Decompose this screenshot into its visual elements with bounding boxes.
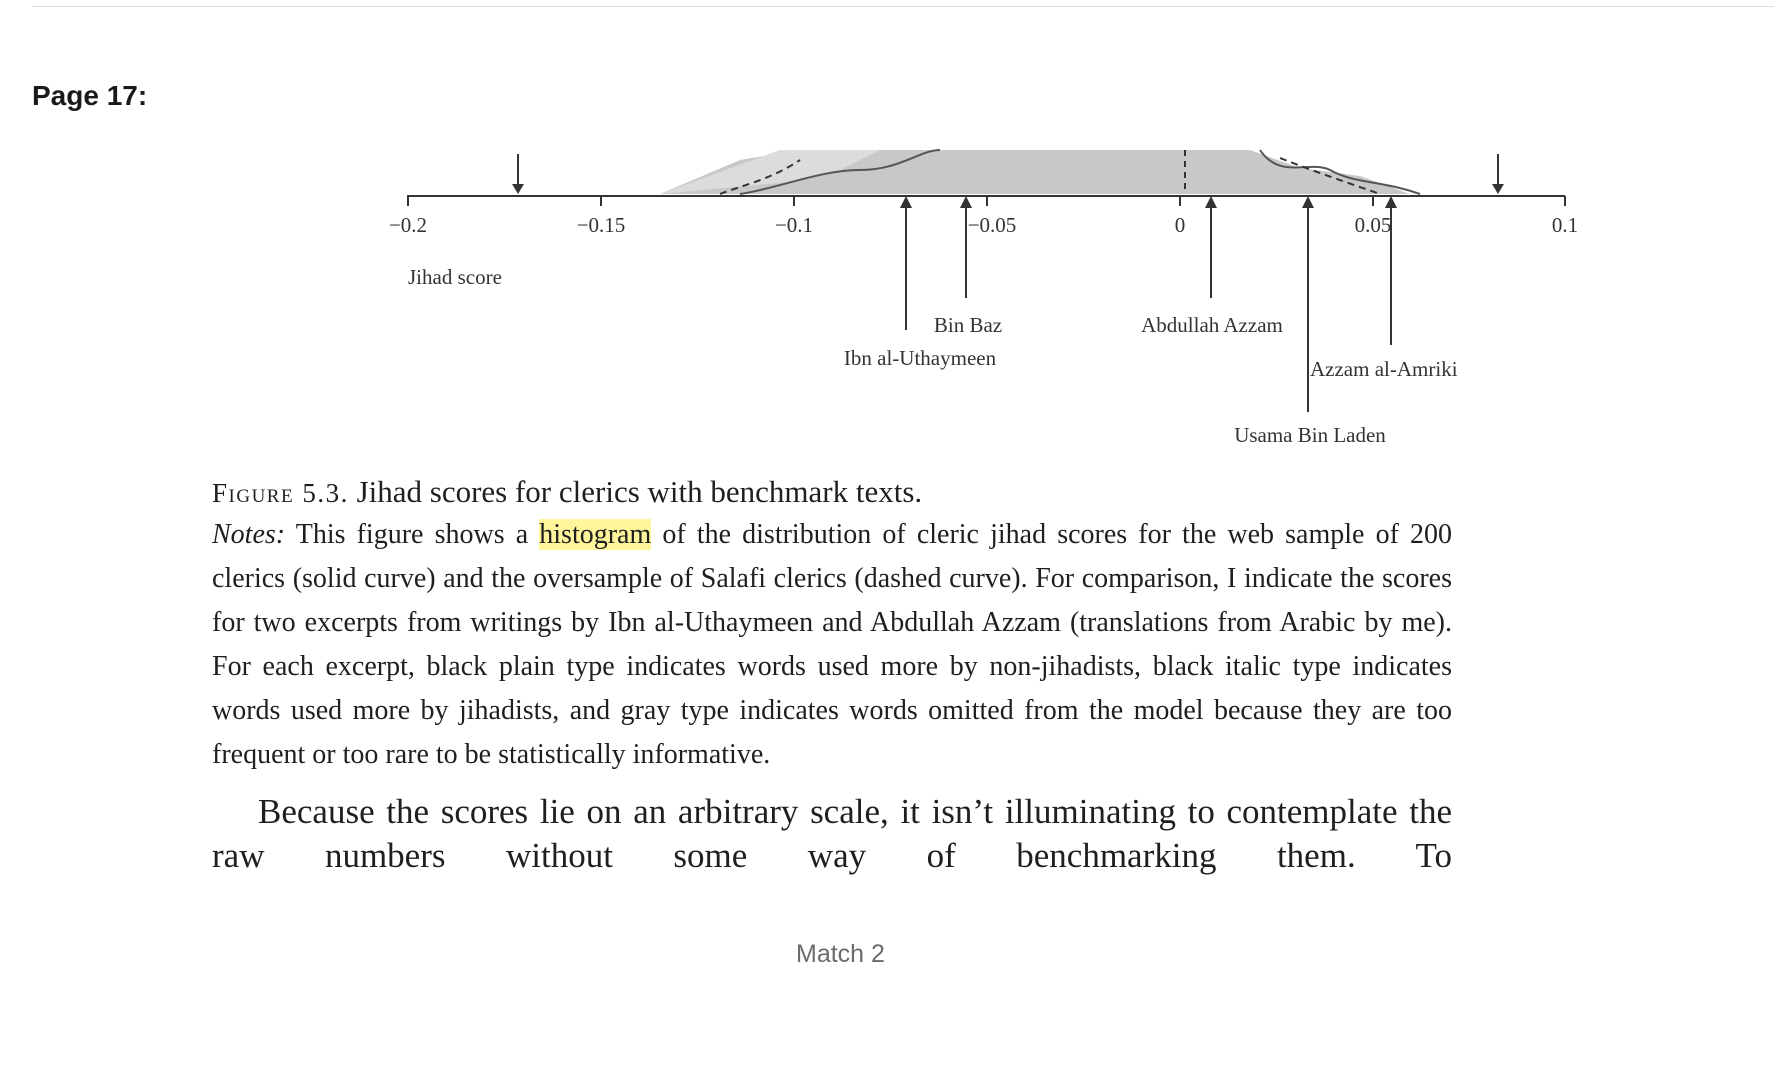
page-label: Page 17: [32, 80, 148, 111]
notes-text-after: of the distribution of cleric jihad scores for the web sample of 200 clerics (solid curve) and the oversample of Salafi clerics (dashed curve). For comparison, I indicate the scores for two excerpts from writings by Ibn al-Uthaymeen and Abdullah Azzam (translations from Arabic by me). For each excerpt, black plain type indicates words used more by non-jihadists, black italic type indicates words used more by jihadists, and gray type indicates words omitted from the model because they are too frequent or too rare to be statistically informative. [212, 519, 1453, 770]
axis-label: Jihad score [408, 265, 502, 289]
body-paragraph: Because the scores lie on an arbitrary scale, it isn’t illuminating to contemplate the raw numbers without some way of benchmarking them. To [212, 792, 1452, 875]
notes-text-before: This figure shows a [295, 519, 529, 550]
figure-title [212, 472, 1452, 513]
notes-label: Notes: [212, 519, 286, 550]
tick-label: 0 [1174, 213, 1186, 237]
figure-notes [212, 513, 1452, 777]
tick-label: −0.2 [388, 213, 428, 237]
marker-label: Ibn al-Uthaymeen [843, 346, 997, 370]
tick-label: −0.1 [774, 213, 814, 237]
match-counter: Match 2 [796, 940, 885, 968]
search-highlight: histogram [539, 519, 652, 550]
tick-label: 0.05 [1354, 213, 1392, 237]
page-scan [180, 150, 1579, 968]
tick-label: −0.05 [967, 213, 1017, 237]
jihad-score-figure [180, 150, 1579, 480]
figure-caption [212, 472, 1452, 777]
tick-label: −0.15 [576, 213, 626, 237]
figure-number: Figure 5.3. [212, 478, 349, 508]
top-divider [32, 6, 1774, 7]
marker-label: Azzam al-Amriki [1310, 357, 1458, 381]
marker-label: Bin Baz [933, 313, 1003, 337]
tick-label: 0.1 [1551, 213, 1579, 237]
marker-label: Abdullah Azzam [1141, 313, 1283, 337]
figure-title-text: Jihad scores for clerics with benchmark texts. [356, 474, 923, 509]
marker-label: Usama Bin Laden [1234, 423, 1386, 447]
